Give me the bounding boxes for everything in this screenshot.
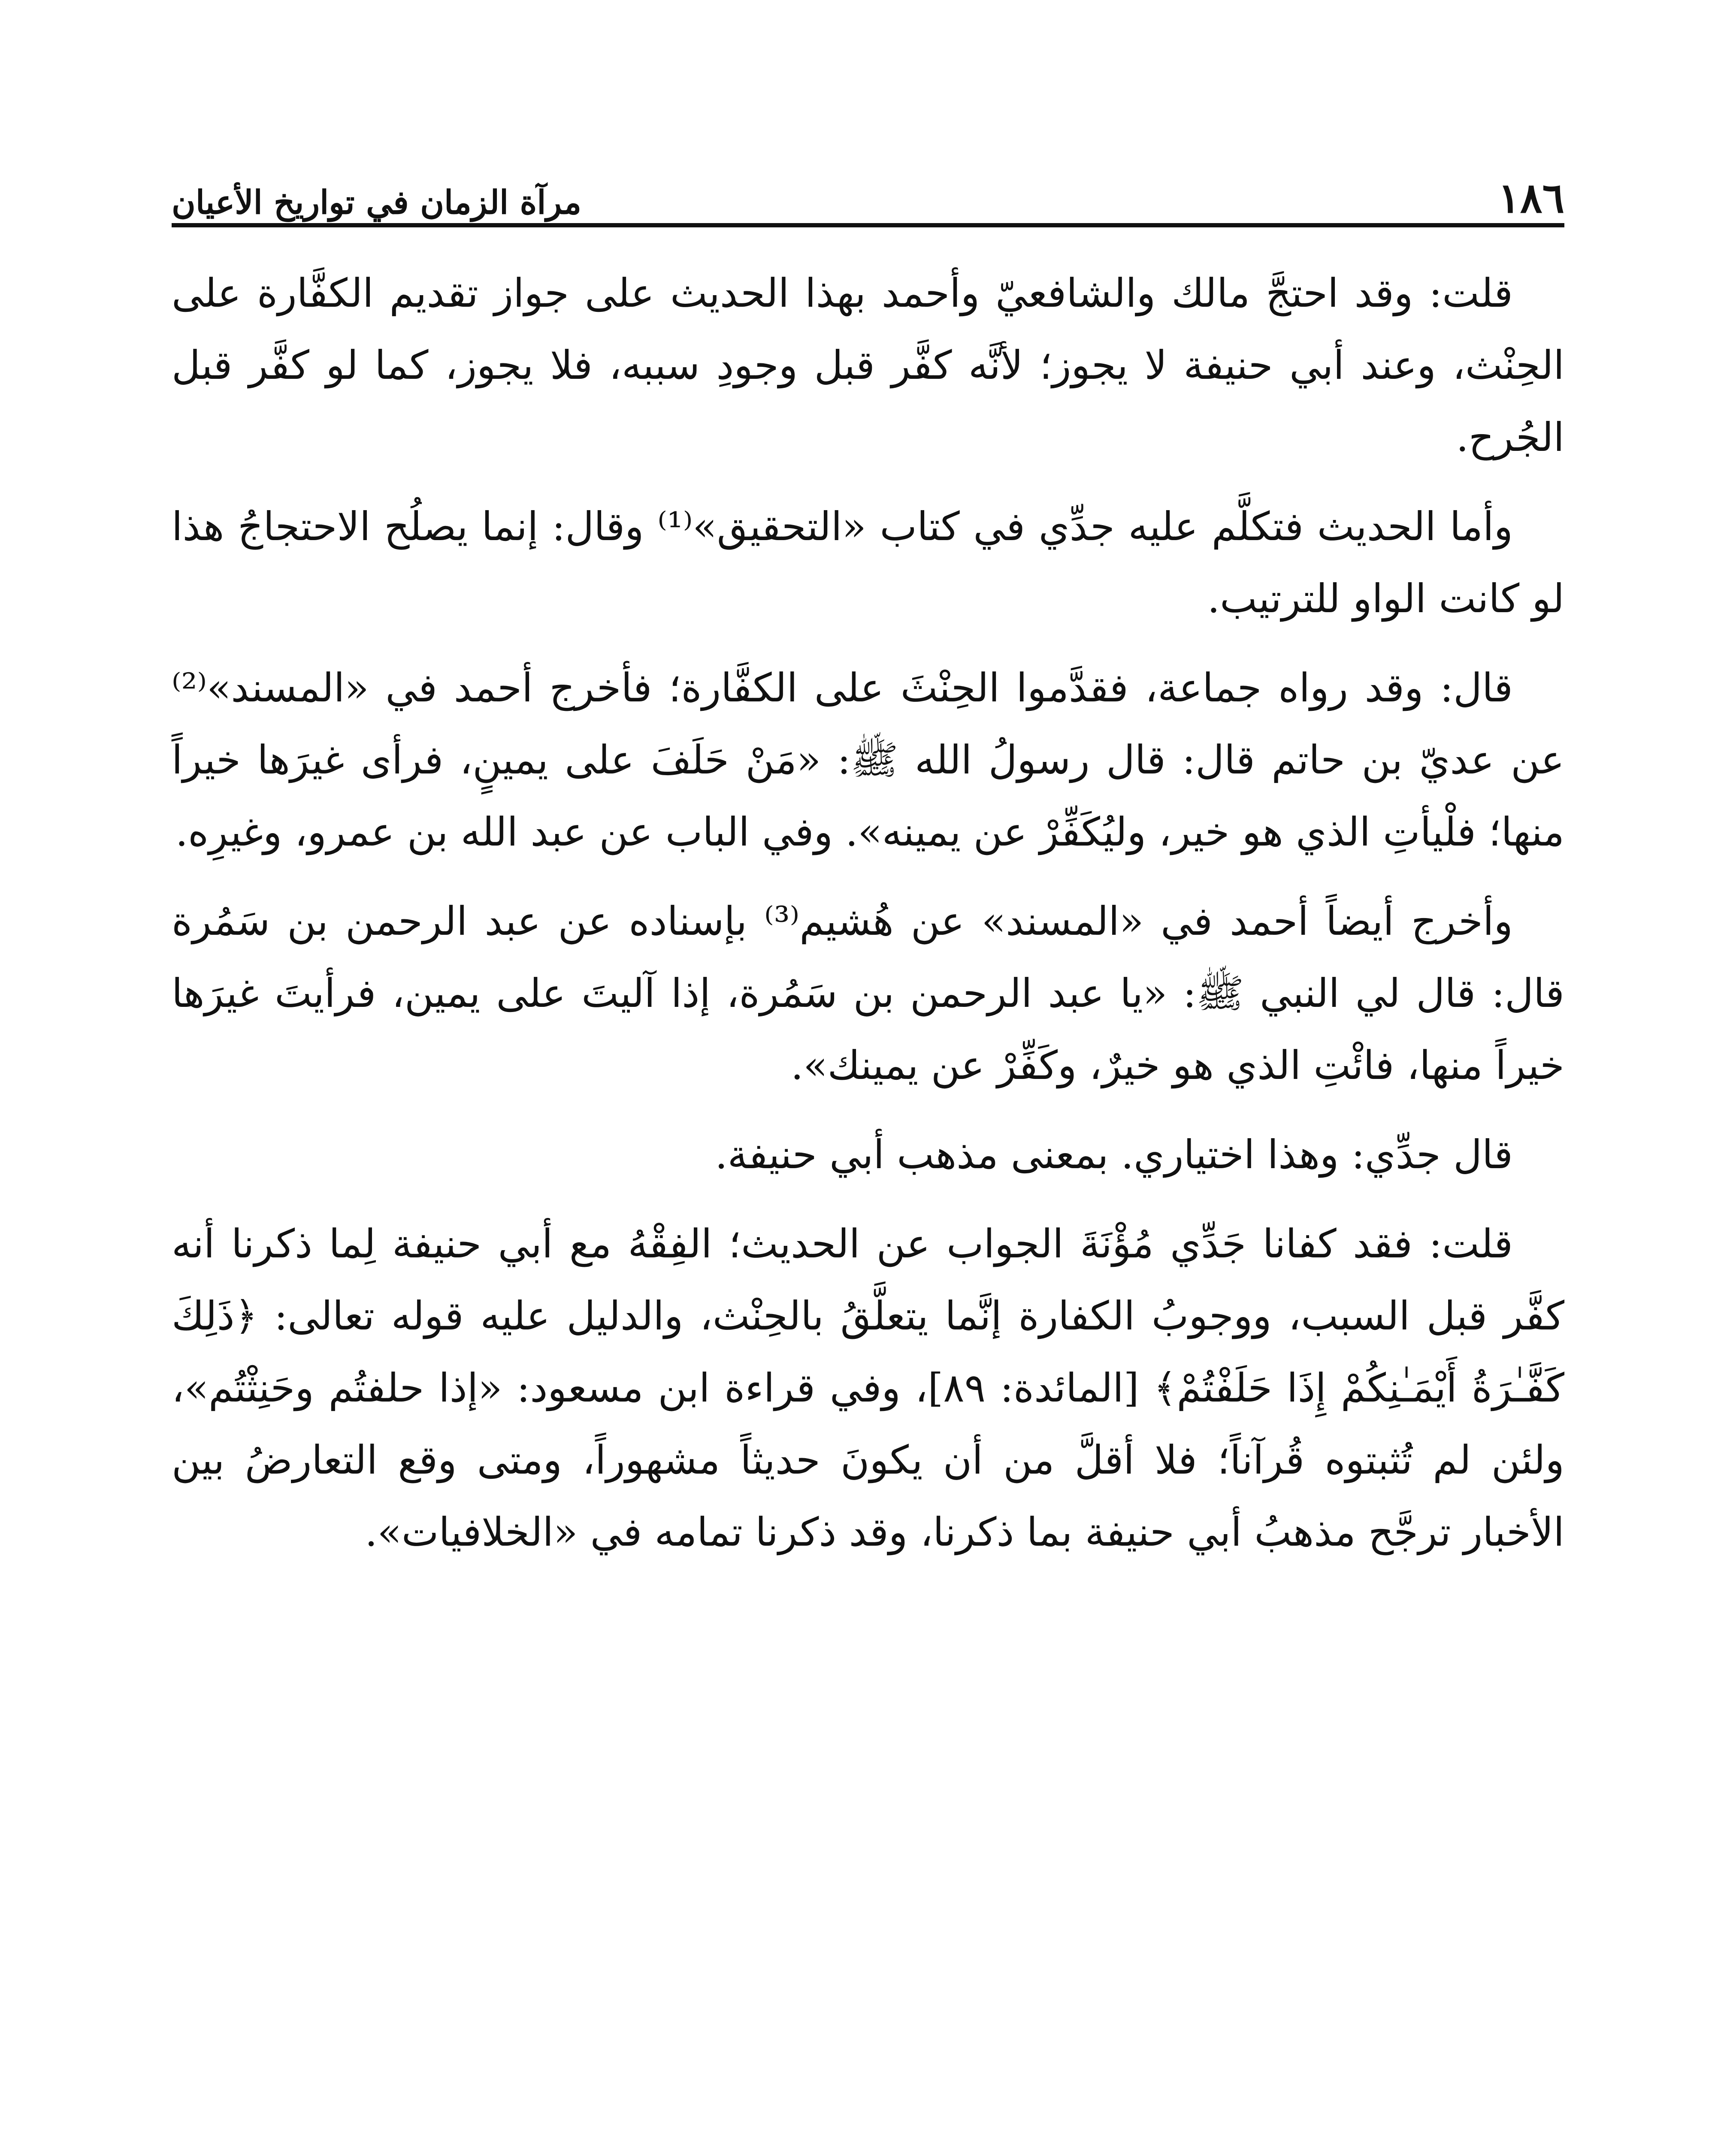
paragraph: وأخرج أيضاً أحمد في «المسند» عن هُشيم⁽³⁾ بإسناده عن عبد الرحمن بن سَمُرة قال: قال لي النبي ﷺ: «يا عبد الرحمن بن سَمُرة، إذا آليتَ على يمين، فرأيتَ غيرَها خيراً منها، فائْتِ الذي هو خيرٌ، وكَفِّرْ عن يمينك». xyxy=(172,898,1564,1088)
paragraph: قلت: وقد احتجَّ مالك والشافعيّ وأحمد بهذا الحديث على جواز تقديم الكفَّارة على الحِنْث، وعند أبي حنيفة لا يجوز؛ لأنَّه كفَّر قبل وجودِ سببه، فلا يجوز، كما لو كفَّر قبل الجُرح. xyxy=(172,270,1564,460)
running-title: مرآة الزمان في تواريخ الأعيان xyxy=(172,183,582,221)
running-header xyxy=(172,154,1564,222)
paragraph: قال: وقد رواه جماعة، فقدَّموا الحِنْثَ على الكفَّارة؛ فأخرج أحمد في «المسند»⁽²⁾ عن عديّ بن حاتم قال: قال رسولُ الله ﷺ: «مَنْ حَلَفَ على يمينٍ، فرأى غيرَها خيراً منها؛ فلْيأتِ الذي هو خير، وليُكَفِّرْ عن يمينه». وفي الباب عن عبد الله بن عمرو، وغيرِه. xyxy=(172,665,1564,855)
paragraph: وأما الحديث فتكلَّم عليه جدِّي في كتاب «التحقيق»⁽¹⁾ وقال: إنما يصلُح الاحتجاجُ هذا لو كانت الواو للترتيب. xyxy=(172,504,1564,622)
page-number: ١٨٦ xyxy=(1498,174,1564,222)
header-rule xyxy=(172,223,1564,227)
paragraph: قلت: فقد كفانا جَدِّي مُؤْنَةَ الجواب عن الحديث؛ الفِقْهُ مع أبي حنيفة لِما ذكرنا أنه كفَّر قبل السبب، ووجوبُ الكفارة إنَّما يتعلَّقُ بالحِنْث، والدليل عليه قوله تعالى: ﴿ذَلِكَ كَفَّـٰرَةُ أَيْمَـٰنِكُمْ إِذَا حَلَفْتُمْ﴾ [المائدة: ٨٩]، وفي قراءة ابن مسعود: «إذا حلفتُم وحَنِثْتُم»، ولئن لم تُثبتوه قُرآناً؛ فلا أقلَّ من أن يكونَ حديثاً مشهوراً، ومتى وقع التعارضُ بين الأخبار ترجَّح مذهبُ أبي حنيفة بما ذكرنا، وقد ذكرنا تمامه في «الخلافيات». xyxy=(172,1221,1564,1555)
body-text xyxy=(172,257,1564,1586)
paragraph: قال جدِّي: وهذا اختياري. بمعنى مذهب أبي حنيفة. xyxy=(715,1132,1513,1178)
